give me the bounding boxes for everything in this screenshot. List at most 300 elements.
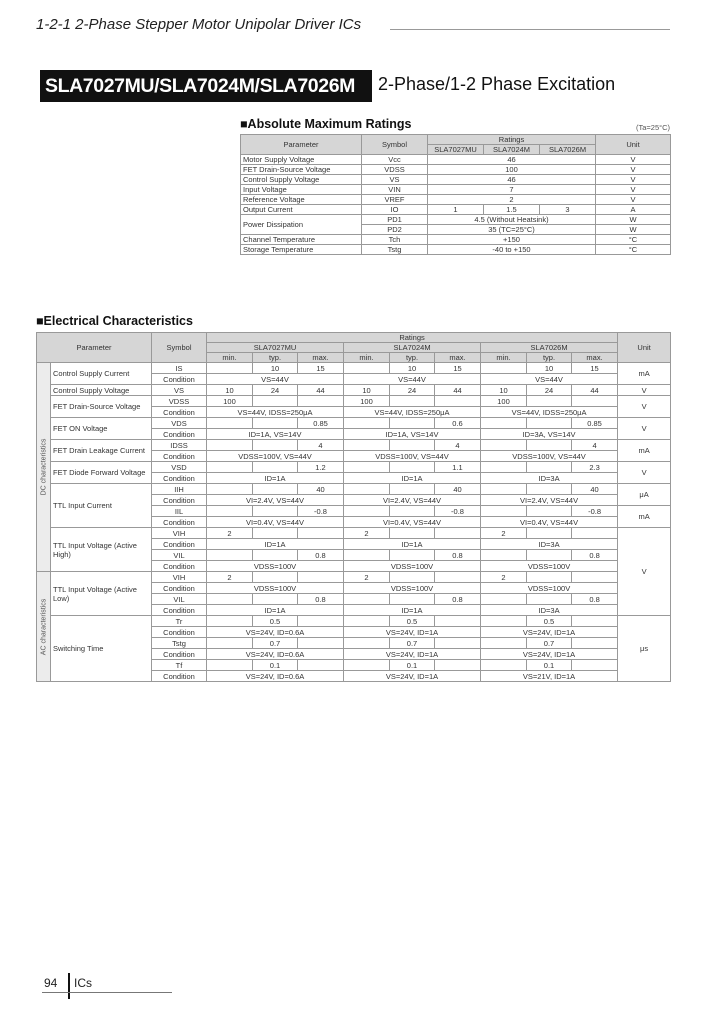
value-cell: 2: [481, 528, 527, 539]
symbol-cell: Condition: [152, 407, 207, 418]
sub-header: typ.: [390, 353, 435, 363]
table-row: [241, 215, 671, 225]
condition-cell: ID=3A: [481, 539, 618, 550]
value-cell: 46: [428, 175, 596, 185]
param-label: Channel Temperature: [241, 235, 362, 245]
unit-cell: °C: [596, 235, 671, 245]
value-cell: 4.5 (Without Heatsink): [428, 215, 596, 225]
value-cell: 0.5: [390, 616, 435, 627]
condition-cell: ID=3A: [481, 473, 618, 484]
value-cell: [207, 484, 253, 495]
value-cell: 1.1: [435, 462, 481, 473]
unit-cell: V: [596, 165, 671, 175]
condition-cell: VS=24V, ID=0.6A: [207, 627, 344, 638]
abs-max-title: ■Absolute Maximum Ratings: [240, 117, 412, 131]
table-row: [241, 155, 671, 165]
unit-cell: V: [596, 155, 671, 165]
symbol-cell: IIH: [152, 484, 207, 495]
col-header-parameter: Parameter: [241, 135, 362, 155]
product-title: SLA7027MU/SLA7024M/SLA7026M: [40, 70, 372, 102]
product-subtitle: 2-Phase/1-2 Phase Excitation: [378, 74, 616, 94]
param-label: Input Voltage: [241, 185, 362, 195]
symbol-cell: VDSS: [152, 396, 207, 407]
value-cell: [390, 506, 435, 517]
value-cell: [253, 462, 298, 473]
sub-header: typ.: [527, 353, 572, 363]
value-cell: [344, 638, 390, 649]
value-cell: [253, 572, 298, 583]
value-cell: 1.2: [298, 462, 344, 473]
unit-cell: μA: [618, 484, 671, 506]
condition-cell: VI=0.4V, VS=44V: [481, 517, 618, 528]
table-row: [37, 616, 671, 627]
symbol-cell: Condition: [152, 539, 207, 550]
value-cell: 0.1: [390, 660, 435, 671]
symbol-cell: Vcc: [362, 155, 428, 165]
value-cell: 0.8: [572, 550, 618, 561]
value-cell: 4: [572, 440, 618, 451]
value-cell: [207, 418, 253, 429]
value-cell: 2: [207, 528, 253, 539]
value-cell: 0.1: [253, 660, 298, 671]
value-cell: 100: [428, 165, 596, 175]
unit-cell: mA: [618, 506, 671, 528]
value-cell: 0.1: [527, 660, 572, 671]
table-header-row: [37, 333, 671, 343]
symbol-cell: VS: [152, 385, 207, 396]
symbol-cell: VIL: [152, 594, 207, 605]
value-cell: 0.8: [572, 594, 618, 605]
sub-header: typ.: [253, 353, 298, 363]
param-label: FET Drain-Source Voltage: [241, 165, 362, 175]
condition-cell: VS=44V: [344, 374, 481, 385]
value-cell: 1.5: [484, 205, 540, 215]
symbol-cell: VDSS: [362, 165, 428, 175]
value-cell: 0.5: [527, 616, 572, 627]
condition-cell: VDSS=100V: [481, 561, 618, 572]
param-label: Output Current: [241, 205, 362, 215]
condition-cell: VS=44V, IDSS=250μA: [207, 407, 344, 418]
value-cell: [481, 550, 527, 561]
value-cell: [298, 528, 344, 539]
symbol-cell: Condition: [152, 374, 207, 385]
symbol-cell: Tr: [152, 616, 207, 627]
condition-cell: VS=24V, ID=0.6A: [207, 649, 344, 660]
value-cell: 2.3: [572, 462, 618, 473]
table-row: [37, 396, 671, 407]
value-cell: 10: [527, 363, 572, 374]
symbol-cell: Condition: [152, 451, 207, 462]
condition-cell: VDSS=100V: [481, 583, 618, 594]
col-header-symbol: Symbol: [152, 333, 207, 363]
value-cell: [344, 440, 390, 451]
value-cell: [253, 418, 298, 429]
table-row: [37, 418, 671, 429]
value-cell: [435, 638, 481, 649]
value-cell: [527, 506, 572, 517]
value-cell: [344, 462, 390, 473]
unit-cell: W: [596, 225, 671, 235]
value-cell: 0.8: [298, 550, 344, 561]
value-cell: [481, 506, 527, 517]
section-header: 1-2-1 2-Phase Stepper Motor Unipolar Driver ICs: [36, 16, 362, 33]
value-cell: [435, 528, 481, 539]
value-cell: 2: [481, 572, 527, 583]
value-cell: [344, 506, 390, 517]
device-header: SLA7024M: [344, 343, 481, 353]
value-cell: [481, 462, 527, 473]
value-cell: 0.8: [298, 594, 344, 605]
symbol-cell: VIL: [152, 550, 207, 561]
header-rule: [390, 29, 670, 30]
value-cell: [481, 594, 527, 605]
value-cell: [390, 550, 435, 561]
table-header-row: [241, 135, 671, 145]
table-row: [37, 462, 671, 473]
unit-cell: V: [618, 385, 671, 396]
condition-cell: VDSS=100V: [207, 561, 344, 572]
value-cell: 4: [298, 440, 344, 451]
param-label: Control Supply Current: [51, 363, 152, 385]
param-label: TTL Input Voltage (Active High): [51, 528, 152, 572]
value-cell: [207, 638, 253, 649]
value-cell: [298, 638, 344, 649]
condition-cell: VS=24V, ID=1A: [344, 649, 481, 660]
param-label: Power Dissipation: [241, 215, 362, 235]
table-row: [241, 165, 671, 175]
condition-cell: ID=3A: [481, 605, 618, 616]
symbol-cell: VIH: [152, 572, 207, 583]
param-label: FET Drain Leakage Current: [51, 440, 152, 462]
value-cell: 0.7: [253, 638, 298, 649]
value-cell: 24: [390, 385, 435, 396]
condition-cell: ID=1A: [344, 605, 481, 616]
value-cell: [207, 363, 253, 374]
value-cell: 35 (TC=25°C): [428, 225, 596, 235]
table-row: [37, 363, 671, 374]
ac-characteristics-label: [37, 572, 51, 682]
col-header-ratings: Ratings: [207, 333, 618, 343]
value-cell: [344, 363, 390, 374]
value-cell: 2: [344, 528, 390, 539]
symbol-cell: VDS: [152, 418, 207, 429]
param-label: Storage Temperature: [241, 245, 362, 255]
footer-label: ICs: [74, 976, 92, 990]
param-label: Control Supply Voltage: [51, 385, 152, 396]
value-cell: 40: [572, 484, 618, 495]
value-cell: [390, 528, 435, 539]
device-header: SLA7026M: [481, 343, 618, 353]
unit-cell: V: [618, 528, 671, 616]
value-cell: [390, 594, 435, 605]
condition-cell: VDSS=100V: [207, 583, 344, 594]
value-cell: [390, 462, 435, 473]
value-cell: [527, 594, 572, 605]
table-row: [241, 235, 671, 245]
elec-title: ■Electrical Characteristics: [36, 314, 193, 328]
symbol-cell: Tstg: [362, 245, 428, 255]
value-cell: 0.6: [435, 418, 481, 429]
value-cell: [481, 660, 527, 671]
unit-cell: V: [596, 175, 671, 185]
unit-cell: V: [618, 418, 671, 440]
value-cell: 2: [428, 195, 596, 205]
unit-cell: μs: [618, 616, 671, 682]
value-cell: [207, 594, 253, 605]
symbol-cell: Tch: [362, 235, 428, 245]
param-label: FET Drain-Source Voltage: [51, 396, 152, 418]
value-cell: 44: [435, 385, 481, 396]
condition-cell: ID=3A, VS=14V: [481, 429, 618, 440]
value-cell: [572, 638, 618, 649]
value-cell: 10: [481, 385, 527, 396]
value-cell: 15: [435, 363, 481, 374]
value-cell: 46: [428, 155, 596, 165]
value-cell: [344, 616, 390, 627]
symbol-cell: Condition: [152, 649, 207, 660]
value-cell: [253, 528, 298, 539]
value-cell: 44: [572, 385, 618, 396]
unit-cell: V: [618, 462, 671, 484]
sub-header: max.: [435, 353, 481, 363]
value-cell: 15: [298, 363, 344, 374]
unit-cell: mA: [618, 440, 671, 462]
abs-max-condition: (Ta=25°C): [636, 123, 671, 132]
value-cell: [481, 638, 527, 649]
condition-cell: ID=1A, VS=14V: [207, 429, 344, 440]
value-cell: [390, 440, 435, 451]
value-cell: [527, 484, 572, 495]
value-cell: [572, 616, 618, 627]
value-cell: 10: [390, 363, 435, 374]
device-header: SLA7026M: [540, 145, 596, 155]
value-cell: 0.8: [435, 550, 481, 561]
value-cell: [527, 528, 572, 539]
condition-cell: VI=0.4V, VS=44V: [344, 517, 481, 528]
condition-cell: ID=1A: [207, 539, 344, 550]
sub-header: min.: [344, 353, 390, 363]
value-cell: -0.8: [435, 506, 481, 517]
symbol-cell: Condition: [152, 429, 207, 440]
col-header-unit: Unit: [596, 135, 671, 155]
dc-label-text: DC characteristics: [40, 438, 47, 496]
condition-cell: ID=1A: [207, 473, 344, 484]
condition-cell: VDSS=100V: [344, 583, 481, 594]
symbol-cell: Condition: [152, 473, 207, 484]
value-cell: 0.85: [298, 418, 344, 429]
condition-cell: VS=24V, ID=1A: [344, 671, 481, 682]
table-row: [241, 195, 671, 205]
value-cell: [253, 550, 298, 561]
value-cell: 10: [253, 363, 298, 374]
value-cell: [572, 660, 618, 671]
value-cell: 10: [207, 385, 253, 396]
symbol-cell: VIH: [152, 528, 207, 539]
value-cell: [390, 572, 435, 583]
value-cell: -0.8: [298, 506, 344, 517]
ac-label-text: AC characteristics: [40, 598, 47, 655]
value-cell: [481, 616, 527, 627]
page-number: 94: [44, 976, 58, 990]
value-cell: 100: [344, 396, 390, 407]
value-cell: [253, 484, 298, 495]
param-label: TTL Input Current: [51, 484, 152, 528]
table-row: [37, 484, 671, 495]
value-cell: [207, 506, 253, 517]
symbol-cell: Condition: [152, 517, 207, 528]
value-cell: [481, 418, 527, 429]
value-cell: [298, 572, 344, 583]
value-cell: 44: [298, 385, 344, 396]
value-cell: [207, 660, 253, 671]
symbol-cell: Condition: [152, 583, 207, 594]
value-cell: 2: [344, 572, 390, 583]
symbol-cell: IIL: [152, 506, 207, 517]
value-cell: 4: [435, 440, 481, 451]
condition-cell: VS=44V, IDSS=250μA: [344, 407, 481, 418]
value-cell: 0.7: [390, 638, 435, 649]
table-row: [37, 528, 671, 539]
value-cell: 0.7: [527, 638, 572, 649]
symbol-cell: VREF: [362, 195, 428, 205]
value-cell: [435, 660, 481, 671]
param-label: Switching Time: [51, 616, 152, 682]
condition-cell: VS=44V, IDSS=250μA: [481, 407, 618, 418]
value-cell: 15: [572, 363, 618, 374]
value-cell: [298, 616, 344, 627]
symbol-cell: Condition: [152, 671, 207, 682]
condition-cell: VS=24V, ID=0.6A: [207, 671, 344, 682]
table-row: [241, 205, 671, 215]
symbol-cell: Condition: [152, 605, 207, 616]
value-cell: -40 to +150: [428, 245, 596, 255]
symbol-cell: IDSS: [152, 440, 207, 451]
table-row: [241, 175, 671, 185]
condition-cell: VDSS=100V: [344, 561, 481, 572]
symbol-cell: IS: [152, 363, 207, 374]
value-cell: 100: [481, 396, 527, 407]
value-cell: [344, 550, 390, 561]
symbol-cell: PD1: [362, 215, 428, 225]
condition-cell: VS=24V, ID=1A: [481, 649, 618, 660]
value-cell: [207, 462, 253, 473]
value-cell: 40: [298, 484, 344, 495]
device-header: SLA7027MU: [207, 343, 344, 353]
device-header: SLA7024M: [484, 145, 540, 155]
value-cell: [435, 396, 481, 407]
elec-table: [36, 332, 671, 682]
table-row: [37, 572, 671, 583]
table-row: [241, 245, 671, 255]
unit-cell: V: [596, 195, 671, 205]
symbol-cell: Tf: [152, 660, 207, 671]
value-cell: [344, 484, 390, 495]
value-cell: [253, 594, 298, 605]
value-cell: [344, 418, 390, 429]
condition-cell: VDSS=100V, VS=44V: [207, 451, 344, 462]
value-cell: 10: [344, 385, 390, 396]
value-cell: [527, 440, 572, 451]
symbol-cell: PD2: [362, 225, 428, 235]
value-cell: 0.85: [572, 418, 618, 429]
condition-cell: VI=2.4V, VS=44V: [344, 495, 481, 506]
value-cell: [527, 396, 572, 407]
condition-cell: VS=24V, ID=1A: [481, 627, 618, 638]
symbol-cell: Tstg: [152, 638, 207, 649]
value-cell: 1: [428, 205, 484, 215]
value-cell: [344, 594, 390, 605]
value-cell: 24: [527, 385, 572, 396]
value-cell: -0.8: [572, 506, 618, 517]
value-cell: [481, 484, 527, 495]
abs-max-table: [240, 134, 671, 255]
value-cell: 0.5: [253, 616, 298, 627]
condition-cell: ID=1A: [344, 539, 481, 550]
value-cell: 2: [207, 572, 253, 583]
unit-cell: A: [596, 205, 671, 215]
unit-cell: V: [596, 185, 671, 195]
value-cell: 40: [435, 484, 481, 495]
value-cell: [207, 550, 253, 561]
value-cell: [527, 572, 572, 583]
value-cell: [390, 484, 435, 495]
value-cell: [435, 616, 481, 627]
value-cell: [298, 660, 344, 671]
col-header-symbol: Symbol: [362, 135, 428, 155]
symbol-cell: Condition: [152, 495, 207, 506]
value-cell: [527, 418, 572, 429]
col-header-ratings: Ratings: [428, 135, 596, 145]
value-cell: [390, 396, 435, 407]
unit-cell: W: [596, 215, 671, 225]
value-cell: [207, 616, 253, 627]
value-cell: [481, 440, 527, 451]
unit-cell: mA: [618, 363, 671, 385]
symbol-cell: Condition: [152, 627, 207, 638]
condition-cell: VI=2.4V, VS=44V: [207, 495, 344, 506]
condition-cell: VI=0.4V, VS=44V: [207, 517, 344, 528]
col-header-unit: Unit: [618, 333, 671, 363]
symbol-cell: IO: [362, 205, 428, 215]
param-label: FET Diode Forward Voltage: [51, 462, 152, 484]
param-label: FET ON Voltage: [51, 418, 152, 440]
condition-cell: VS=44V: [207, 374, 344, 385]
value-cell: [253, 396, 298, 407]
value-cell: 100: [207, 396, 253, 407]
param-label: TTL Input Voltage (Active Low): [51, 572, 152, 616]
sub-header: max.: [298, 353, 344, 363]
symbol-cell: VSD: [152, 462, 207, 473]
footer-rule: [42, 992, 172, 993]
value-cell: 3: [540, 205, 596, 215]
unit-cell: V: [618, 396, 671, 418]
condition-cell: VS=24V, ID=1A: [344, 627, 481, 638]
condition-cell: ID=1A: [207, 605, 344, 616]
symbol-cell: Condition: [152, 561, 207, 572]
condition-cell: ID=1A: [344, 473, 481, 484]
value-cell: [435, 572, 481, 583]
value-cell: [344, 660, 390, 671]
value-cell: [298, 396, 344, 407]
value-cell: 0.8: [435, 594, 481, 605]
footer-bar: [68, 973, 70, 999]
value-cell: [207, 440, 253, 451]
device-header: SLA7027MU: [428, 145, 484, 155]
value-cell: [527, 462, 572, 473]
value-cell: [572, 528, 618, 539]
value-cell: [572, 572, 618, 583]
value-cell: 7: [428, 185, 596, 195]
